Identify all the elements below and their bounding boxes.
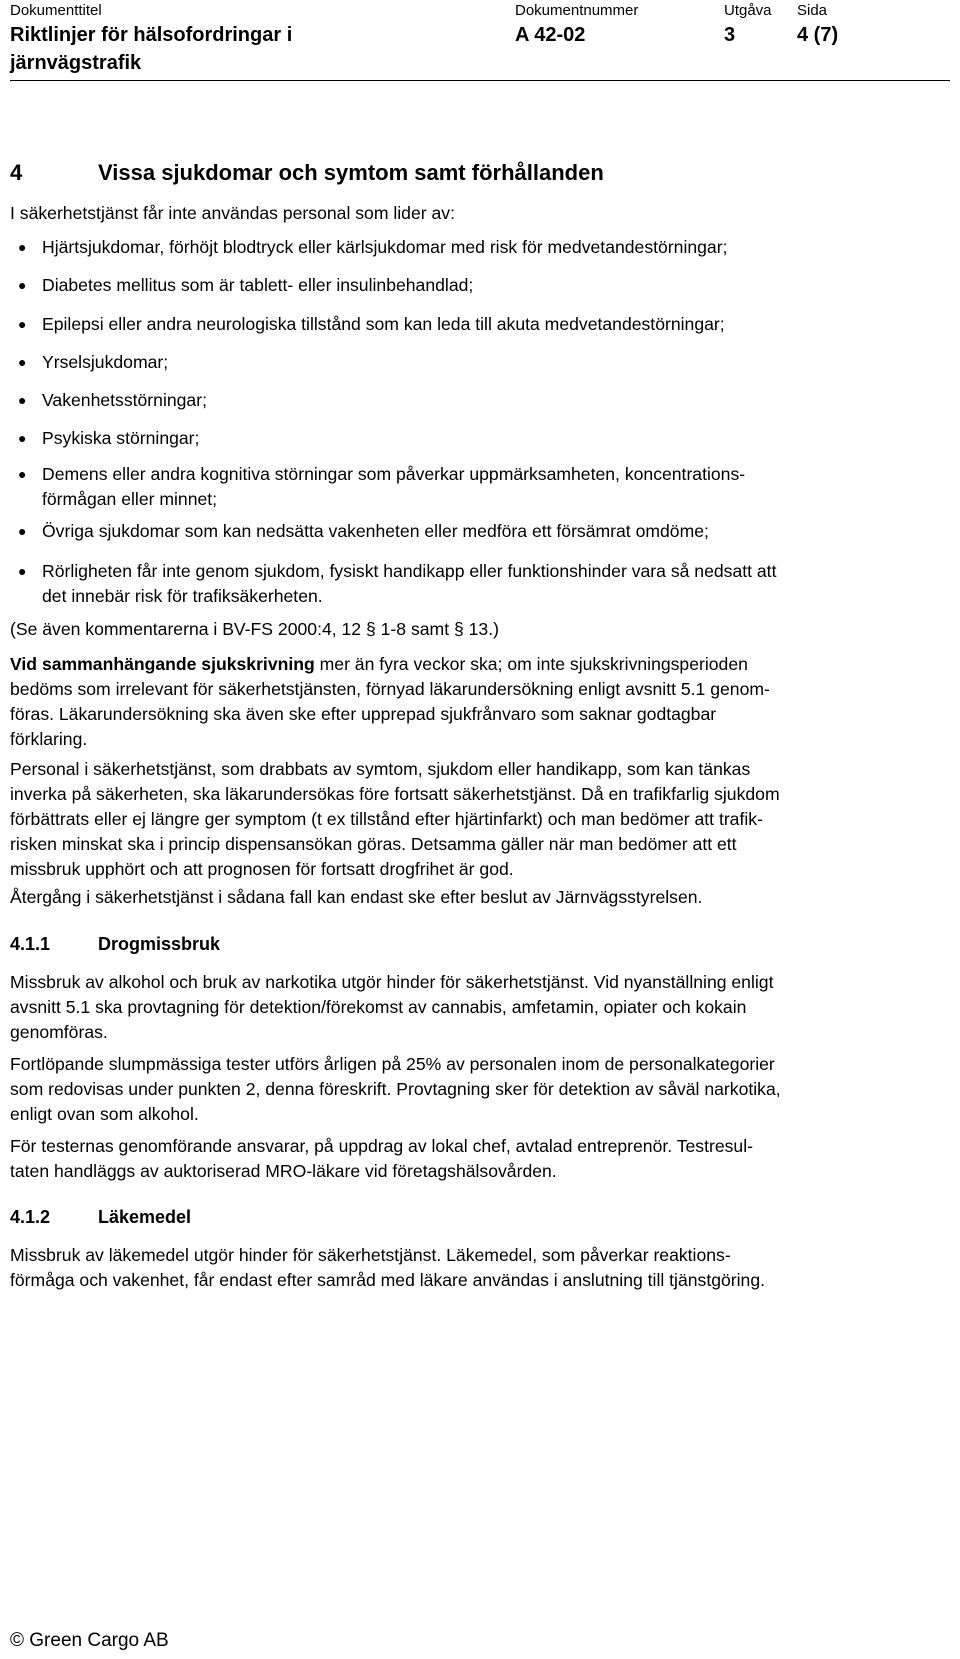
subsection-title-drug: Drogmissbruk <box>98 934 221 954</box>
page-number: 4 (7) <box>797 24 839 46</box>
bullet-icon: ● <box>18 354 27 370</box>
sick-leave-line-1: mer än fyra veckor ska; om inte sjukskrivningsperioden <box>314 654 748 674</box>
personnel-line: risken minskat ska i princip dispensansökan göras. Detsamma gäller när man bedömer att ett <box>10 834 737 854</box>
list-item <box>42 235 942 260</box>
bullet-icon: ● <box>18 466 27 482</box>
label-document-title: Dokumenttitel <box>10 2 102 19</box>
drug-paragraph-2 <box>10 1052 950 1127</box>
bullet-icon: ● <box>18 430 27 446</box>
label-document-number: Dokumentnummer <box>515 2 639 19</box>
sick-leave-line-3: föras. Läkarundersökning ska även ske efter upprepad sjukfrånvaro som saknar godtagbar <box>10 704 717 724</box>
list-item <box>42 462 942 512</box>
return-to-service-text: Återgång i säkerhetstjänst i sådana fall kan endast ske efter beslut av Järnvägsstyrelsen. <box>10 887 703 907</box>
bullet-icon: ● <box>18 563 27 579</box>
section-number: 4 <box>10 160 23 185</box>
section-title: Vissa sjukdomar och symtom samt förhållanden <box>98 160 604 185</box>
personnel-paragraph <box>10 757 950 882</box>
document-title-line2: järnvägstrafik <box>10 52 142 74</box>
list-item-line: Diabetes mellitus som är tablett- eller insulinbehandlad; <box>42 275 474 295</box>
sick-leave-bold: Vid sammanhängande sjukskrivning <box>10 654 315 674</box>
subsection-title-medication: Läkemedel <box>98 1207 192 1227</box>
drug-p3-line: För testernas genomförande ansvarar, på uppdrag av lokal chef, avtalad entreprenör. Testresul- <box>10 1136 753 1156</box>
subsection-number-drug: 4.1.1 <box>10 934 51 954</box>
personnel-line: missbruk upphört och att prognosen för fortsatt drogfrihet är god. <box>10 859 514 879</box>
reference-note: (Se även kommentarerna i BV-FS 2000:4, 12 § 1-8 samt § 13.) <box>10 619 499 639</box>
bullet-icon: ● <box>18 277 27 293</box>
label-issue: Utgåva <box>724 2 772 19</box>
list-item-line: förmågan eller minnet; <box>42 489 218 509</box>
drug-p3-line: taten handläggs av auktoriserad MRO-läkare vid företagshälsovården. <box>10 1161 557 1181</box>
personnel-line: förbättrats eller ej längre ger symptom (t ex tillstånd efter hjärtinfarkt) och man bedömer att trafik- <box>10 809 763 829</box>
list-item <box>42 519 942 544</box>
list-item-line: Yrselsjukdomar; <box>42 352 169 372</box>
label-page: Sida <box>797 2 828 19</box>
drug-p2-line: enligt ovan som alkohol. <box>10 1104 199 1124</box>
list-item-line: Rörligheten får inte genom sjukdom, fysiskt handikapp eller funktionshinder vara så nedsatt att <box>42 561 777 581</box>
list-item <box>42 350 942 375</box>
list-item-line: Epilepsi eller andra neurologiska tillstånd som kan leda till akuta medvetandestörningar; <box>42 314 725 334</box>
list-item <box>42 312 942 337</box>
header-divider <box>10 80 950 81</box>
list-item <box>42 559 942 609</box>
sick-leave-paragraph <box>10 652 950 752</box>
subsection-number-medication: 4.1.2 <box>10 1207 51 1227</box>
personnel-line: Personal i säkerhetstjänst, som drabbats av symtom, sjukdom eller handikapp, som kan tänkas <box>10 759 751 779</box>
drug-p1-line: Missbruk av alkohol och bruk av narkotika utgör hinder för säkerhetstjänst. Vid nyanställning enligt <box>10 972 774 992</box>
medication-paragraph <box>10 1243 950 1293</box>
document-number: A 42-02 <box>515 24 586 46</box>
drug-paragraph-3 <box>10 1134 950 1184</box>
footer-copyright: © Green Cargo AB <box>10 1630 169 1651</box>
personnel-line: inverka på säkerheten, ska läkarundersökas före fortsatt säkerhetstjänst. Då en trafikfarlig sjukdom <box>10 784 780 804</box>
list-item <box>42 426 942 451</box>
list-item <box>42 388 942 413</box>
drug-p2-line: som redovisas under punkten 2, denna föreskrift. Provtagning sker för detektion av såväl narkotika, <box>10 1079 781 1099</box>
medication-line: förmåga och vakenhet, får endast efter samråd med läkare användas i anslutning till tjänstgöring. <box>10 1270 766 1290</box>
bullet-icon: ● <box>18 316 27 332</box>
list-item-line: Övriga sjukdomar som kan nedsätta vakenheten eller medföra ett försämrat omdöme; <box>42 521 709 541</box>
list-item-line: Hjärtsjukdomar, förhöjt blodtryck eller kärlsjukdomar med risk för medvetandestörningar; <box>42 237 728 257</box>
drug-p1-line: avsnitt 5.1 ska provtagning för detektion/förekomst av cannabis, amfetamin, opiater och kokain <box>10 997 747 1017</box>
sick-leave-line-4: förklaring. <box>10 729 88 749</box>
sick-leave-line-2: bedöms som irrelevant för säkerhetstjänsten, förnyad läkarundersökning enligt avsnitt 5.1 genom- <box>10 679 770 699</box>
list-item-line: det innebär risk för trafiksäkerheten. <box>42 586 323 606</box>
list-item-line: Vakenhetsstörningar; <box>42 390 207 410</box>
bullet-icon: ● <box>18 239 27 255</box>
drug-p1-line: genomföras. <box>10 1022 108 1042</box>
list-item-line: Psykiska störningar; <box>42 428 200 448</box>
document-title-line1: Riktlinjer för hälsofordringar i <box>10 24 293 46</box>
section-intro: I säkerhetstjänst får inte användas personal som lider av: <box>10 203 455 223</box>
bullet-icon: ● <box>18 523 27 539</box>
issue-number: 3 <box>724 24 736 46</box>
drug-paragraph-1 <box>10 970 950 1045</box>
list-item <box>42 273 942 298</box>
medication-line: Missbruk av läkemedel utgör hinder för säkerhetstjänst. Läkemedel, som påverkar reaktions- <box>10 1245 731 1265</box>
list-item-line: Demens eller andra kognitiva störningar som påverkar uppmärksamheten, koncentrations- <box>42 464 746 484</box>
drug-p2-line: Fortlöpande slumpmässiga tester utförs årligen på 25% av personalen inom de personalkategorier <box>10 1054 775 1074</box>
bullet-icon: ● <box>18 392 27 408</box>
